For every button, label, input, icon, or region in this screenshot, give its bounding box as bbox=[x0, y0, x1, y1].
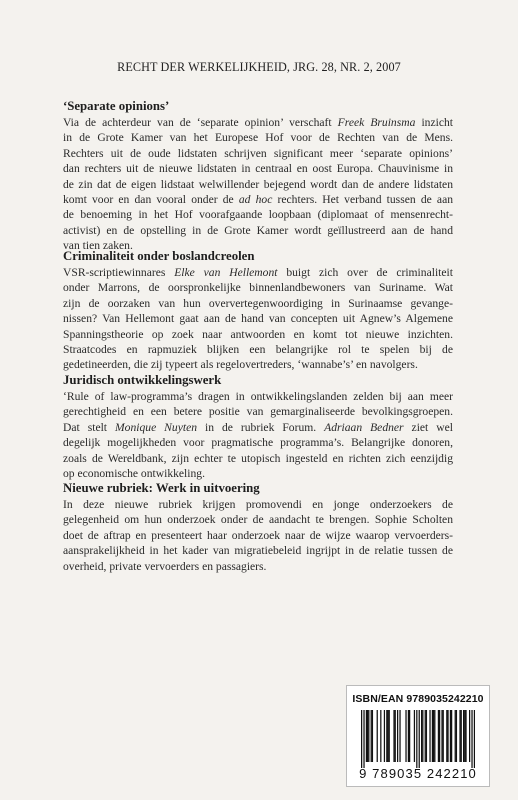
text-run: gedetineerden, die zij typeert als regelovertreders, ‘wannabe’s’ en navolgers. bbox=[63, 358, 418, 372]
text-run: inzicht bbox=[415, 116, 453, 129]
text-line bbox=[63, 177, 453, 192]
text-line bbox=[63, 161, 453, 176]
text-run: de zin dat de eigen lidstaat welwillender bejegend wordt dan de andere lidstaten bbox=[63, 177, 453, 191]
text-line bbox=[63, 389, 453, 404]
barcode-bar bbox=[368, 710, 369, 762]
journal-header: RECHT DER WERKELIJKHEID, JRG. 28, NR. 2, 2007 bbox=[117, 60, 401, 74]
text-line bbox=[63, 223, 453, 238]
author-name: Monique Nuyten bbox=[115, 420, 198, 434]
barcode-bar bbox=[377, 710, 378, 762]
section-heading: Juridisch ontwikkelingswerk bbox=[63, 373, 222, 387]
text-run: in de Grote Kamer van het Europese Hof voor de Rechten van de Mens. bbox=[63, 131, 453, 145]
text-line bbox=[63, 280, 453, 295]
section-body bbox=[63, 265, 453, 373]
barcode-bar bbox=[414, 710, 415, 762]
barcode-bar bbox=[419, 710, 420, 768]
barcode-bar bbox=[397, 710, 398, 762]
text-line bbox=[63, 311, 453, 326]
barcode-bar bbox=[450, 710, 451, 762]
barcode-bar bbox=[471, 710, 472, 768]
barcode-bar bbox=[439, 710, 440, 762]
barcode-bar bbox=[432, 710, 433, 762]
text-run: zoals de Wereldbank, zijn echter te utopisch ingesteld en richten zich eenzijdig bbox=[63, 451, 453, 465]
text-line bbox=[63, 207, 453, 222]
text-run: Rechters uit de oude lidstaten schrijven significant meer ‘separate opinions’ bbox=[63, 146, 453, 160]
text-run: in de rubriek Forum. bbox=[197, 420, 325, 434]
isbn-barcode bbox=[346, 685, 490, 787]
text-run: Dat stelt bbox=[63, 420, 115, 434]
barcode-bar bbox=[459, 710, 460, 762]
barcode-bar bbox=[384, 710, 385, 762]
text-run: gerechtigheid en een betere positie van gemarginaliseerde bevolkingsgroepen. bbox=[63, 405, 453, 419]
text-run: zijn de oorzaken van hun oververtegenwoordiging in Surinaamse gevange- bbox=[63, 296, 453, 310]
barcode-bar bbox=[367, 710, 368, 762]
text-line bbox=[63, 435, 453, 450]
barcode-bar bbox=[443, 710, 444, 762]
text-run: Straatcodes en rapmuziek blijken een belangrijke rol te spelen bij de bbox=[63, 343, 453, 357]
barcode-bar bbox=[380, 710, 381, 762]
text-run: onder Marrons, de oorspronkelijke binnenlandbewoners van Suriname. Wat bbox=[63, 281, 453, 295]
section-nieuwe-rubriek bbox=[63, 480, 453, 574]
barcode-bar bbox=[455, 710, 456, 762]
text-line bbox=[63, 265, 453, 280]
section-heading: Nieuwe rubriek: Werk in uitvoering bbox=[63, 481, 260, 495]
barcode-bar bbox=[469, 710, 470, 762]
barcode-bar bbox=[416, 710, 417, 768]
section-body bbox=[63, 115, 453, 254]
barcode-bar bbox=[438, 710, 439, 762]
author-name: ad hoc bbox=[238, 193, 273, 207]
text-run: de benoeming in het Hof voorafgaande loopbaan (diplomaat of mensenrecht- bbox=[63, 208, 453, 222]
barcode-bar bbox=[464, 710, 465, 762]
barcode-bar bbox=[433, 710, 434, 762]
barcode-bar bbox=[425, 710, 426, 762]
barcode-bar bbox=[389, 710, 390, 762]
barcode-bar bbox=[399, 710, 400, 762]
text-line bbox=[63, 342, 453, 357]
text-run: aansprakelijkheid in het kader van migratiebeleid ingrijpt in de relatie tussen de bbox=[63, 544, 453, 558]
barcode-bar bbox=[361, 710, 362, 768]
barcode-bar bbox=[463, 710, 464, 762]
text-line bbox=[63, 146, 453, 161]
text-line bbox=[63, 528, 453, 543]
barcode-digits: 9 789035 242210 bbox=[359, 766, 477, 781]
barcode-bar bbox=[422, 710, 423, 762]
text-line bbox=[63, 497, 453, 512]
text-line bbox=[63, 130, 453, 145]
text-line bbox=[63, 404, 453, 419]
text-line bbox=[63, 357, 453, 372]
barcode-bar bbox=[446, 710, 447, 762]
barcode-bar bbox=[474, 710, 475, 768]
barcode-bar bbox=[456, 710, 457, 762]
text-run: ‘Rule of law-programma’s dragen in ontwikkelingslanden zelden bij aan meer bbox=[63, 390, 453, 403]
text-run: overheid, private vervoerders en passagiers. bbox=[63, 559, 267, 573]
author-name: Adriaan Bedner bbox=[324, 420, 404, 434]
barcode-bar bbox=[429, 710, 430, 762]
barcode-bar bbox=[465, 710, 466, 762]
barcode-bar bbox=[366, 710, 367, 762]
text-run: komt voor en dan vooral onder de bbox=[63, 193, 239, 207]
barcode-bar bbox=[461, 710, 462, 762]
barcode-bar bbox=[363, 710, 364, 768]
barcode-bar bbox=[409, 710, 410, 762]
text-run: buigt zich over de criminaliteit bbox=[277, 266, 453, 279]
isbn-label: ISBN/EAN 9789035242210 bbox=[352, 693, 484, 705]
text-run: activist) en de opstelling in de Grote Kamer wordt geïllustreerd aan de hand bbox=[63, 223, 453, 237]
text-line bbox=[63, 559, 453, 574]
barcode-bar bbox=[451, 710, 452, 762]
barcode-bar bbox=[395, 710, 396, 762]
barcode-bar bbox=[434, 710, 435, 762]
text-run: Spanningstheorie op zoek naar antwoorden en komt tot nieuwe inzichten. bbox=[63, 327, 453, 341]
text-line bbox=[63, 115, 453, 130]
barcode-bar bbox=[386, 710, 387, 762]
text-line bbox=[63, 543, 453, 558]
section-heading: Criminaliteit onder boslandcreolen bbox=[63, 249, 255, 263]
barcode-bars bbox=[361, 710, 475, 768]
text-run: nissen? Van Hellemont gaat aan de hand van concepten uit Agnew’s Algemene bbox=[63, 312, 453, 326]
section-body bbox=[63, 389, 453, 481]
section-heading: ‘Separate opinions’ bbox=[63, 99, 170, 113]
barcode-bar bbox=[372, 710, 373, 762]
text-run: dan rechters uit de nieuwe lidstaten in centraal en oost Europa. Chauvinisme in bbox=[63, 162, 453, 176]
section-separate-opinions bbox=[63, 98, 453, 254]
text-run: Via de achterdeur van de ‘separate opinion’ verschaft bbox=[63, 116, 338, 129]
section-body bbox=[63, 497, 453, 574]
barcode-bar bbox=[393, 710, 394, 762]
section-criminaliteit bbox=[63, 248, 453, 373]
barcode-bar bbox=[426, 710, 427, 762]
text-line bbox=[63, 420, 453, 435]
text-run: rechters. Het verband tussen de aan bbox=[272, 193, 454, 207]
text-line bbox=[63, 512, 453, 527]
text-line bbox=[63, 192, 453, 207]
text-run: VSR-scriptiewinnares bbox=[63, 266, 175, 279]
text-run: van tien zaken. bbox=[63, 239, 133, 253]
text-line bbox=[63, 327, 453, 342]
text-run: ziet wel bbox=[403, 420, 453, 434]
text-run: degelijk mogelijkheden voor pragmatische programma’s. Belangrijke donoren, bbox=[63, 436, 453, 450]
barcode-bar bbox=[387, 710, 388, 762]
text-run: doet de aftrap en presenteert haar onderzoek naar de wijze waarop vervoerders- bbox=[63, 528, 453, 542]
barcode-bar bbox=[441, 710, 442, 762]
text-run: op economische ontwikkeling. bbox=[63, 467, 205, 481]
author-name: Elke van Hellemont bbox=[174, 266, 278, 279]
barcode-bar bbox=[408, 710, 409, 762]
barcode-bar bbox=[421, 710, 422, 762]
text-line bbox=[63, 296, 453, 311]
text-run: In deze nieuwe rubriek krijgen promovendi en jonge onderzoekers de bbox=[63, 498, 453, 511]
text-line bbox=[63, 451, 453, 466]
barcode-bar bbox=[447, 710, 448, 762]
barcode-bar bbox=[371, 710, 372, 762]
barcode-bar bbox=[405, 710, 406, 762]
section-juridisch bbox=[63, 372, 453, 481]
text-run: gelegenheid om hun onderzoek onder de aandacht te brengen. Sophie Scholten bbox=[63, 513, 453, 527]
author-name: Freek Bruinsma bbox=[337, 116, 416, 129]
